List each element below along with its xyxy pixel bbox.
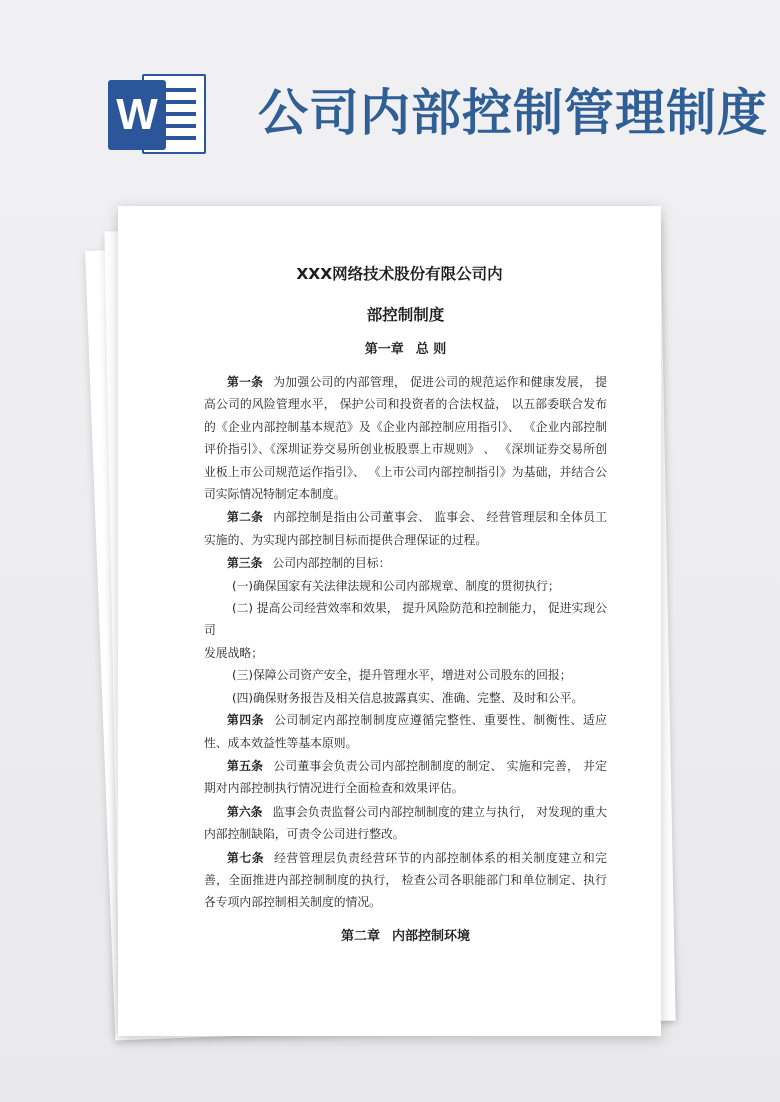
article-text: 公司董事会负责公司内部控制制度的制定、 实施和完善， 并定期对内部控制执行情况进行全面检查和效果评估。 xyxy=(204,758,607,796)
article-label: 第四条 xyxy=(227,713,265,728)
chapter-name: 内部控制环境 xyxy=(392,928,471,944)
word-document-icon xyxy=(108,68,208,162)
objective-2-cont: 发展战略； xyxy=(204,645,263,660)
article-7 xyxy=(204,847,607,914)
article-text: 公司内部控制的目标： xyxy=(272,556,391,571)
objective-3: (三)保障公司资产安全，提升管理水平，增进对公司股东的回报； xyxy=(232,668,572,683)
document-body xyxy=(204,262,607,948)
article-label: 第二条 xyxy=(227,510,264,525)
document-page xyxy=(118,206,661,1036)
objective-4: (四)确保财务报告及相关信息披露真实、准确、完整、及时和公平。 xyxy=(232,690,584,705)
article-5 xyxy=(204,755,607,800)
article-text: 为加强公司的内部管理， 促进公司的规范运作和健康发展， 提高公司的风险管理水平， 保护公司和投资者的合法权益， 以五部委联合发布的《企业内部控制基本规范》及《企业内部控制应用指引》、 《企业内部控制评价指引》、《深圳证券交易所创业板股票上市规则》 、 《深圳证券交易所创业板上市公司规范运作指引》、 《上市公司内部控制指引》为基础，并结合公司实际情况特制定本制度。 xyxy=(204,375,607,502)
article-text: 经营管理层负责经营环节的内部控制体系的相关制度建立和完善，全面推进内部控制制度的执行， 检查公司各职能部门和单位制定、执行各专项内部控制相关制度的情况。 xyxy=(204,850,607,910)
page-title: 公司内部控制管理制度 xyxy=(258,83,768,142)
article-label: 第五条 xyxy=(227,758,264,773)
article-3 xyxy=(204,552,607,574)
article-label: 第一条 xyxy=(227,375,264,389)
chapter-heading-2 xyxy=(204,926,607,948)
article-4 xyxy=(204,709,607,754)
article-text: 内部控制是指由公司董事会、 监事会、 经营管理层和全体员工实施的、为实现内部控制目标而提供合理保证的过程。 xyxy=(204,510,607,547)
article-label: 第六条 xyxy=(227,804,263,819)
article-1 xyxy=(204,371,607,505)
article-label: 第三条 xyxy=(227,556,263,571)
article-6 xyxy=(204,801,607,846)
objective-2: (二) 提高公司经营效率和效果， 提升风险防范和控制能力， 促进实现公司 xyxy=(204,601,607,638)
article-label: 第七条 xyxy=(227,850,265,865)
article-text: 监事会负责监督公司内部控制制度的建立与执行， 对发现的重大内部控制缺陷，可责令公司进行整改。 xyxy=(204,804,607,842)
chapter-name: 总 则 xyxy=(415,342,447,357)
objective-1: (一)确保国家有关法律法规和公司内部规章、制度的贯彻执行； xyxy=(232,578,560,593)
word-badge: W xyxy=(108,80,166,150)
document-title-line2: 部控制制度 xyxy=(366,306,445,324)
article-2 xyxy=(204,506,607,551)
document-title-line1: XXX网络技术股份有限公司内 xyxy=(296,265,503,283)
chapter-number: 第二章 xyxy=(340,928,380,944)
chapter-number: 第一章 xyxy=(364,342,404,357)
article-text: 公司制定内部控制制度应遵循完整性、重要性、制衡性、适应性、成本效益性等基本原则。 xyxy=(204,713,607,750)
chapter-heading-1 xyxy=(204,339,607,361)
